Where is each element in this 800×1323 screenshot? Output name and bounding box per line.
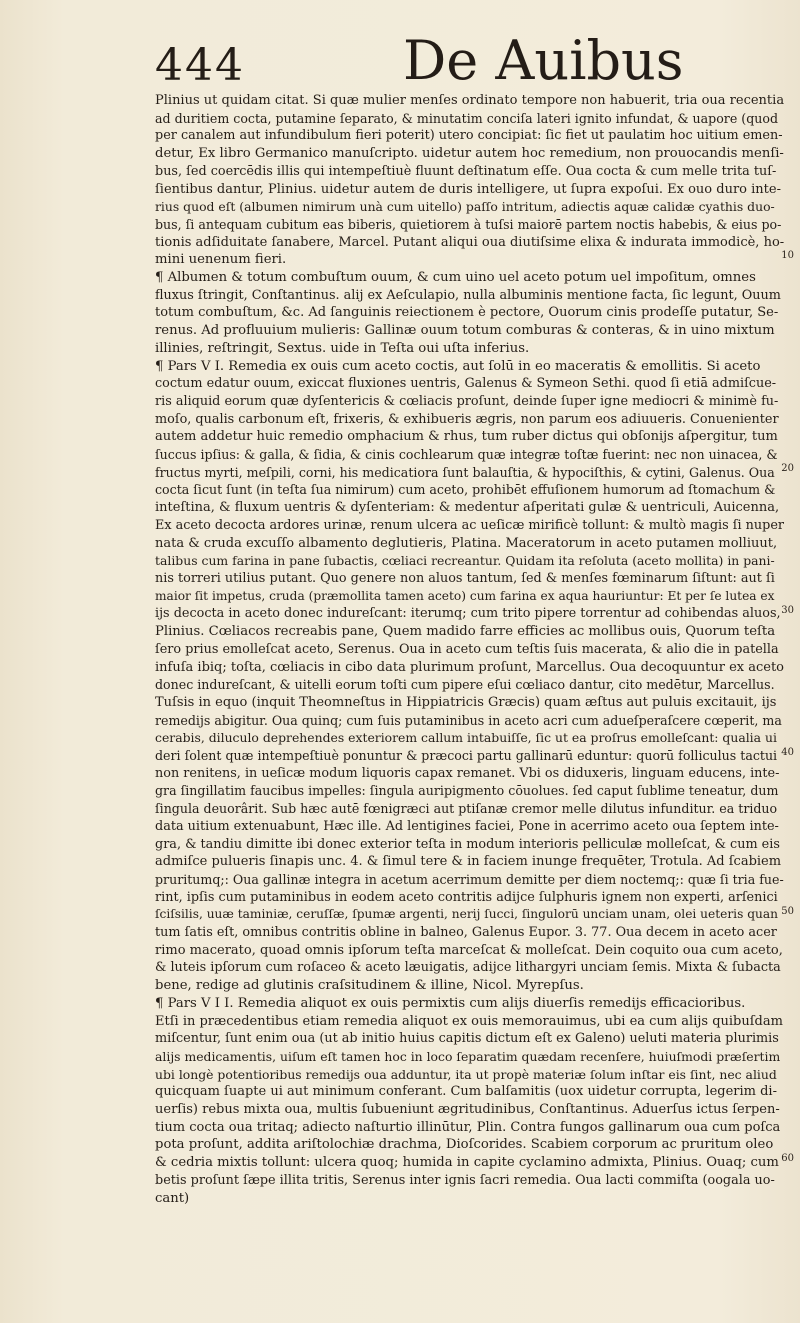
text-line: ris aliquid eorum quæ dyſentericis & cœliacis proſunt, deinde ſuper igne mediocri & minimè fu- [155,393,779,409]
text-line: & luteis ipſorum cum roſaceo & aceto læuigatis, adijce lithargyri unciam ſemis. Mixta & ſubacta [155,960,781,976]
text-line: remedijs abigitur. Oua quinq; cum ſuis putaminibus in aceto acri cum adueſperaſcere cœperit, ma [155,712,782,728]
text-line: coctum edatur ouum, exiccat fluxiones uentris, Galenus & Symeon Sethi. quod ſi etiā admiſcue- [155,376,777,392]
text-line: admiſce pulueris ſinapis unc. 4. & ſimul tere & in faciem inunge frequēter, Trotula. Ad ſcabiem [155,854,782,870]
page-header [155,30,784,92]
margin-line-number: 60 [781,1153,794,1164]
text-line: ſingula deuorârit. Sub hæc autē fœnigræci aut ptiſanæ cremor melle dilutus infunditur. ea triduo [155,801,778,817]
text-line: ſientibus dantur, Plinius. uidetur autem de duris intelligere, ut ſupra expoſui. Ex ouo duro inte- [155,181,781,197]
text-line: talibus cum farina in pane ſubactis, cœliaci recreantur. Quidam ita reſoluta (aceto mollita) in pani- [155,553,775,569]
text-line: fluxus ſtringit, Conſtantinus. alij ex Aeſculapio, nulla albuminis mentione facta, ſic legunt, Ouum [155,287,781,303]
text-line: cant) [155,1190,190,1206]
text-line: fructus myrti, meſpili, corni, his medicatiora ſunt balauſtia, & hypociſthis, & cytini, Galenus. Oua [155,464,775,480]
text-line: gra, & tandiu dimitte ibi donec exterior teſta in modum interioris pelliculæ molleſcat, & cum eis [155,836,780,852]
text-line: bene, redige ad glutinis craſsitudinem & illine, Nicol. Myrepſus. [155,978,584,994]
text-line: ubi longè potentioribus remedijs oua adduntur, ita ut propè materiæ ſolum inſtar eis ſint, nec aliud [155,1066,777,1082]
margin-line-number: 40 [781,747,794,758]
text-line: donec indureſcant, & uitelli eorum toſti cum pipere eſui cœliaco dantur, cito medētur, Marcellus. [155,677,775,693]
paragraph [155,358,784,995]
text-line: renus. Ad profluuium mulieris: Gallinæ ouum totum comburas & conteras, & in uino mixtum [155,323,775,339]
text-line: bus, ſi antequam cubitum eas biberis, quietiorem à tuſsi maiorē partem noctis habebis, & eius po- [155,216,782,232]
text-line: rint, ipſis cum putaminibus in eodem aceto contritis adijce ſulphuris ignem non experti, arſenici [155,889,778,905]
running-title: De Auibus [403,29,684,92]
text-line: Etſi in præcedentibus etiam remedia aliquot ex ouis memorauimus, ubi ea cum alijs quibuſdam [155,1013,783,1029]
text-line: inteſtina, & fluxum uentris & dyſenteriam: & medentur aſperitati gulæ & uentriculi, Auicenna, [155,500,780,516]
text-line: Plinius ut quidam citat. Si quæ mulier menſes ordinato tempore non habuerit, tria oua recentia [155,93,784,108]
text-line: alijs medicamentis, uiſum eſt tamen hoc in loco ſeparatim quædam recenſere, huiuſmodi præſertim [155,1048,781,1064]
margin-line-number: 10 [781,250,794,261]
text-line: tum ſatis eſt, omnibus contritis obline in balneo, Galenus Eupor. 3. 77. Oua decem in aceto acer [155,925,777,941]
text-line: data uitium extenuabunt, Hæc ille. Ad lentigines faciei, Pone in acerrimo aceto oua ſeptem inte- [155,818,779,834]
text-line: pota proſunt, addita ariſtolochiæ drachma, Dioſcorides. Scabiem corporum ac pruritum oleo [155,1137,774,1153]
text-line: tionis adſiduitate ſanabere, Marcel. Putant aliqui oua diutiſsime elixa & indurata immodicè, ho- [155,234,784,250]
text-line: illinies, reſtringit, Sextus. uide in Teſta oui uſta inferius. [155,340,530,356]
text-line: per canalem aut infundibulum fieri poterit) utero concipiat: ſic fiet ut paulatim hoc uitium emen- [155,128,783,144]
text-line: ad duritiem cocta, putamine ſeparato, & minutatim conciſa lateri ignito infundat, & uapore (quod [155,110,779,126]
text-line: Plinius. Cœliacos recreabis pane, Quem madido farre efficies ac mollibus ouis, Quorum teſta [155,624,776,640]
text-line: ¶ Albumen & totum combuſtum ouum, & cum uino uel aceto potum uel impoſitum, omnes [155,270,756,286]
text-line: bus, ſed coercēdis illis qui intempeſtiuè fluunt deſtinatum eſſe. Oua cocta & cum melle trita tuſ- [155,163,777,179]
text-line: moſo, qualis carbonum eſt, frixeris, & exhibueris ægris, non parum eos adiuueris. Conuenienter [155,411,779,427]
text-line: deri ſolent quæ intempeſtiuè ponuntur & præcoci partu gallinarū eduntur: quorū folliculus tactui [155,748,778,764]
text-line: cocta ſicut ſunt (in teſta ſua nimirum) cum aceto, prohibēt effuſionem humorum ad ſtomachum & [155,482,776,498]
page-number: 444 [155,40,245,91]
text-line: autem addetur huic remedio omphacium & rhus, tum ruber dictus qui obſonijs aſpergitur, tum [155,429,778,445]
margin-line-number: 30 [781,605,794,616]
text-line: nis torreri utilius putant. Quo genere non aluos tantum, ſed & menſes fœminarum ſiſtunt: aut ſi [155,570,775,586]
text-line: uerſis) rebus mixta oua, multis ſubueniunt ægritudinibus, Conſtantinus. Aduerſus ictus ſerpen- [155,1102,780,1118]
text-line: mini uenenum fieri. [155,252,287,268]
text-line: betis proſunt ſæpe illita tritis, Serenus inter ignis ſacri remedia. Oua lacti commiſta (oogala uo- [155,1172,775,1188]
margin-line-number: 50 [781,906,794,917]
text-line: non renitens, in ueſicæ modum liquoris capax remanet. Vbi os diduxeris, linguam educens, inte- [155,765,780,781]
text-line: maior ſit impetus, cruda (præmollita tamen aceto) cum farina ex aqua hauriuntur: Et per ſe lutea ex [155,588,775,603]
text-line: ſciſsilis, uuæ taminiæ, ceruſſæ, ſpumæ argenti, nerij ſucci, ſingulorū unciam unam, olei ueteris quan [155,907,778,922]
margin-line-number: 20 [781,463,794,474]
text-line: Ex aceto decocta ardores urinæ, renum ulcera ac ueſicæ mirificè tollunt: & multò magis ſi nuper [155,517,784,533]
text-line: totum combuſtum, &c. Ad ſanguinis reiectionem è pectore, Ouorum cinis prodeſſe putatur, Se- [155,305,779,321]
text-line: miſcentur, ſunt enim oua (ut ab initio huius capitis dictum eſt ex Galeno) ueluti materia plurimis [155,1031,779,1047]
text-line: detur, Ex libro Germanico manuſcripto. uidetur autem hoc remedium, non prouocandis menſi- [155,146,784,162]
text-line: ¶ Pars V I I. Remedia aliquot ex ouis permixtis cum alijs diuerſis remedijs efficacioribus. [155,995,746,1011]
text-line: ¶ Pars V I. Remedia ex ouis cum aceto coctis, aut ſolū in eo maceratis & emollitis. Si aceto [155,358,761,374]
paragraph [155,269,784,358]
paragraph [155,92,784,269]
text-line: cerabis, diluculo deprehendes exteriorem callum intabuiſſe, ſic ut ea proſrus emolleſcant: qualia ui [155,730,777,746]
text-line: ſuccus ipſius: & galla, & ſidia, & cinis cochlearum quæ integræ toſtæ fuerint: nec non uinacea, & [155,447,778,463]
body-text [155,92,794,1207]
text-line: gra ſingillatim faucibus impelles: ſingula auripigmento cōuolues. ſed caput ſublime teneatur, dum [155,783,779,799]
text-line: infuſa ibiq; toſta, cœliacis in cibo data plurimum proſunt, Marcellus. Oua decoquuntur ex aceto [155,659,784,675]
text-line: pruritumq;: Oua gallinæ integra in acetum acerrimum demitte per diem noctemq;: quæ ſi tria fue- [155,871,784,887]
text-line: ſero prius emolleſcat aceto, Serenus. Oua in aceto cum teſtis ſuis macerata, & alio die in patella [155,641,779,657]
text-line: & cedria mixtis tollunt: ulcera quoq; humida in capite cyclamino admixta, Plinius. Ouaq; cum [155,1155,779,1171]
text-line: ijs decocta in aceto donec indureſcant: iterumq; cum trito pipere torrentur ad cohibendas aluos, [155,606,781,622]
text-line: tium cocta oua tritaq; adiecto naſturtio illinūtur, Plin. Contra fungos gallinarum oua cum poſca [155,1119,781,1135]
text-line: rimo macerato, quoad omnis ipſorum teſta marceſcat & molleſcat. Dein coquito oua cum aceto, [155,942,783,958]
text-line: rius quod eſt (albumen nimirum unà cum uitello) paſſo intritum, adiectis aquæ calidæ cyathis duo- [155,199,775,215]
text-line: nata & cruda excuſſo albamento deglutieris, Platina. Maceratorum in aceto putamen molliuut, [155,535,778,551]
text-line: Tuſsis in equo (inquit Theomneſtus in Hippiatricis Græcis) quam æſtus aut puluis excitauit, ijs [155,694,777,710]
text-line: quicquam ſuapte ui aut minimum conferant. Cum balſamitis (uox uidetur corrupta, legerim di- [155,1084,777,1100]
paragraph [155,995,784,1207]
